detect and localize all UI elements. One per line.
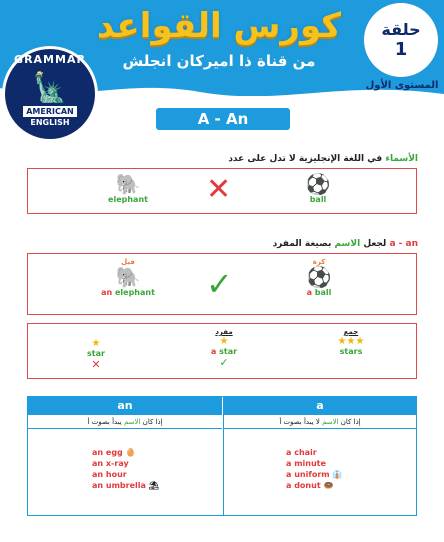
item-a-ball-article: a	[306, 288, 312, 297]
rule2-noun: الاسم	[334, 239, 361, 249]
item-an-elephant	[88, 258, 168, 297]
item-ball	[288, 173, 348, 204]
list-item: an egg 🥚	[92, 448, 136, 457]
table-note-an-rest: يبدأ بصوت أ	[87, 418, 124, 426]
item-star-label: star	[87, 349, 105, 358]
item-a-ball	[284, 258, 354, 297]
table-note-a-noun: الاسم	[322, 418, 339, 426]
list-item: a chair	[286, 448, 317, 457]
umbrella-icon: ⛱	[148, 481, 159, 490]
rule2-mid: لجعل	[360, 239, 390, 249]
item-stars	[324, 328, 378, 356]
table-note-an	[28, 415, 222, 429]
list-item: a uniform 👔	[286, 470, 343, 479]
egg-icon: 🥚	[125, 448, 136, 457]
list-item: a donut 🍩	[286, 481, 334, 490]
plural-label: جمع	[343, 328, 359, 336]
a-word-list	[286, 447, 342, 491]
ball-icon: ⚽	[306, 265, 332, 289]
statue-of-liberty-icon: 🗽	[32, 70, 68, 104]
check-icon: ✓	[206, 265, 233, 303]
level-label: المستوى الأول	[365, 80, 439, 91]
item-star-wrong	[76, 338, 116, 371]
list-item: an x-ray	[92, 459, 129, 468]
rule1-prefix: الأسماء	[385, 154, 418, 164]
list-item: a minute	[286, 459, 326, 468]
item-a-ball-label: ball	[314, 288, 332, 297]
item-an-elephant-article: an	[101, 288, 113, 297]
logo-line2: ENGLISH	[30, 117, 70, 127]
ball-icon: ⚽	[305, 172, 331, 196]
uniform-icon: 👔	[332, 470, 343, 479]
cross-icon: ✕	[206, 172, 232, 207]
page-title: كورس القواعد	[96, 6, 342, 46]
table-divider	[223, 415, 224, 516]
item-a-star-label: star	[219, 347, 238, 356]
rule-a-an-singular	[273, 239, 418, 249]
item-a-ball-ar: كرة	[312, 258, 326, 266]
table-header-an: an	[28, 397, 222, 415]
episode-badge	[364, 3, 438, 77]
item-an-elephant-ar: فيل	[121, 258, 135, 266]
rule-nouns-no-number	[228, 154, 418, 164]
cross-icon: ✕	[91, 358, 101, 371]
an-word-list	[92, 447, 159, 491]
elephant-icon: 🐘	[115, 172, 141, 196]
item-a-star	[200, 328, 248, 369]
donut-icon: 🍩	[323, 481, 334, 490]
logo-grammar-text: GRAMMAR	[14, 53, 86, 66]
item-elephant	[98, 173, 158, 204]
example-box-3	[27, 323, 417, 379]
singular-label: مفرد	[215, 328, 233, 336]
item-an-elephant-label: elephant	[114, 288, 155, 297]
table-note-a-rest: لا يبدأ بصوت أ	[279, 418, 323, 426]
rule1-rest: في اللغة الإنجليزية لا تدل على عدد	[228, 154, 386, 164]
rule2-prefix: a - an	[389, 239, 418, 249]
page-subtitle: من قناة ذا اميركان انجلش	[122, 52, 316, 70]
table-header-a: a	[223, 397, 417, 415]
example-box-1	[27, 168, 417, 214]
example-box-2	[27, 253, 417, 315]
elephant-icon: 🐘	[115, 265, 141, 289]
check-icon: ✓	[219, 356, 229, 369]
item-ball-label: ball	[309, 195, 327, 204]
a-an-table	[27, 396, 417, 516]
episode-label: حلقة	[381, 20, 421, 39]
rule2-rest: بصيغة المفرد	[272, 239, 335, 249]
item-a-star-article: a	[210, 347, 217, 356]
logo-line1: AMERICAN	[23, 106, 77, 117]
item-stars-label: stars	[339, 347, 363, 356]
table-note-a	[223, 415, 417, 429]
list-item: an umbrella ⛱	[92, 481, 159, 490]
star-icon: ★	[219, 336, 229, 347]
topic-banner: A - An	[156, 108, 290, 130]
channel-logo	[2, 46, 98, 142]
table-note-an-prefix: إذا كان	[140, 418, 163, 426]
item-elephant-label: elephant	[108, 195, 148, 204]
star-icon: ★	[91, 338, 101, 349]
table-note-an-noun: الاسم	[123, 418, 141, 426]
list-item: an hour	[92, 470, 127, 479]
episode-number: 1	[394, 39, 408, 60]
table-note-a-prefix: إذا كان	[338, 418, 361, 426]
three-stars-icon: ★★★	[337, 336, 365, 347]
